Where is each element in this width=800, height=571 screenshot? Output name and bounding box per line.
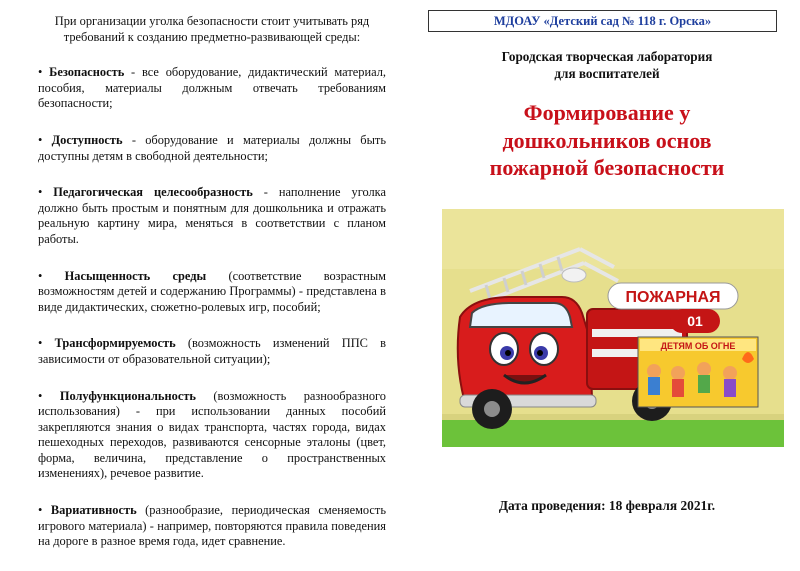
requirement-text: - оборудование и материалы должны быть доступны детям в свободной деятельности; xyxy=(38,132,386,163)
title-line: дошкольников основ xyxy=(502,127,712,153)
requirement-term: Насыщенность среды xyxy=(64,268,207,283)
requirement-text: (соответствие возрастным возможностям детей и содержанию Программы) - представлена в виде дидактических, сюжетно-ролевых игр, пособий; xyxy=(38,268,386,314)
title-line: Формирование у xyxy=(523,100,691,125)
event-date: Дата проведения: 18 февраля 2021г. xyxy=(498,498,716,513)
requirement-item: • Насыщенность среды (соответствие возрастным возможностям детей и содержанию Программы) - представлена в виде дидактических, сюжетно-ролевых игр, пособий; xyxy=(38,268,386,314)
requirement-term: Доступность xyxy=(51,132,123,147)
requirement-item: • Вариативность (разнообразие, периодическая сменяемость игрового материала) - например, повторяются правила поведения на дороге в разное время года, идет сравнение. xyxy=(38,503,386,549)
sign-number: 01 xyxy=(687,313,703,329)
requirement-item: • Педагогическая целесообразность - наполнение уголка должно быть простым и понятным для дошкольника и отражать реальную картину мира, меняться в соответствии с планом работы. xyxy=(38,185,387,246)
requirement-text: (возможность изменений ППС в зависимости от образовательной ситуации); xyxy=(38,336,386,366)
left-column xyxy=(38,14,386,571)
requirement-term: Вариативность xyxy=(50,503,137,518)
requirement-text: (возможность разнообразного использования) - при использовании данных пособий закрепляются знания о видах транспорта, частях города, видах пешеходных переходов, развиваются сенсорные эталоны (цвет, форма, величина, представление о пространственных изменениях), речевое развитие. xyxy=(38,388,386,481)
requirement-item: • Трансформируемость (возможность изменений ППС в зависимости от образовательной ситуации); xyxy=(38,336,386,366)
requirement-text: - все оборудование, дидактический материал, пособия, материалы должным отвечать требованиям безопасности; xyxy=(38,65,386,111)
lab-heading-line: Городская творческая лаборатория xyxy=(501,49,713,64)
requirement-item: • Доступность - оборудование и материалы должны быть доступны детям в свободной деятельности; xyxy=(38,132,386,163)
requirement-item: • Безопасность - все оборудование, дидактический материал, пособия, материалы должным отвечать требованиям безопасности; xyxy=(38,65,386,111)
title-line: пожарной безопасности xyxy=(489,155,725,180)
requirement-term: Полуфункциональность xyxy=(59,388,196,403)
requirement-item: • Полуфункциональность (возможность разнообразного использования) - при использовании данных пособий закрепляются знания о видах транспорта, частях города, видах пешеходных переходов, развиваются сенсорные эталоны (цвет, форма, величина, представление о пространственных изменениях), речевое развитие. xyxy=(38,388,386,481)
requirement-text: (разнообразие, периодическая сменяемость игрового материала) - например, повторяются правила поведения на дороге в разное время года, идет сравнение. xyxy=(38,503,386,549)
requirement-term: Трансформируемость xyxy=(54,336,176,351)
fire-truck-photo xyxy=(442,209,784,447)
poster-text: ДЕТЯМ ОБ ОГНЕ xyxy=(660,341,736,351)
page-title xyxy=(414,99,800,182)
lab-heading-line: для воспитателей xyxy=(554,66,660,81)
lab-heading xyxy=(414,48,800,82)
sign-text: ПОЖАРНАЯ xyxy=(625,289,721,306)
intro-text: При организации уголка безопасности стоит учитывать ряд требований к созданию предметно-развивающей среды: xyxy=(54,14,370,44)
fire-truck-illustration xyxy=(442,209,784,447)
requirement-text: - наполнение уголка должно быть простым и понятным для дошкольника и отражать реальную картину мира, меняться в соответствии с планом работы. xyxy=(38,185,387,246)
requirement-term: Педагогическая целесообразность xyxy=(53,185,253,200)
requirement-term: Безопасность xyxy=(49,65,125,80)
organization-box: МДОАУ «Детский сад № 118 г. Орска» xyxy=(428,10,777,32)
